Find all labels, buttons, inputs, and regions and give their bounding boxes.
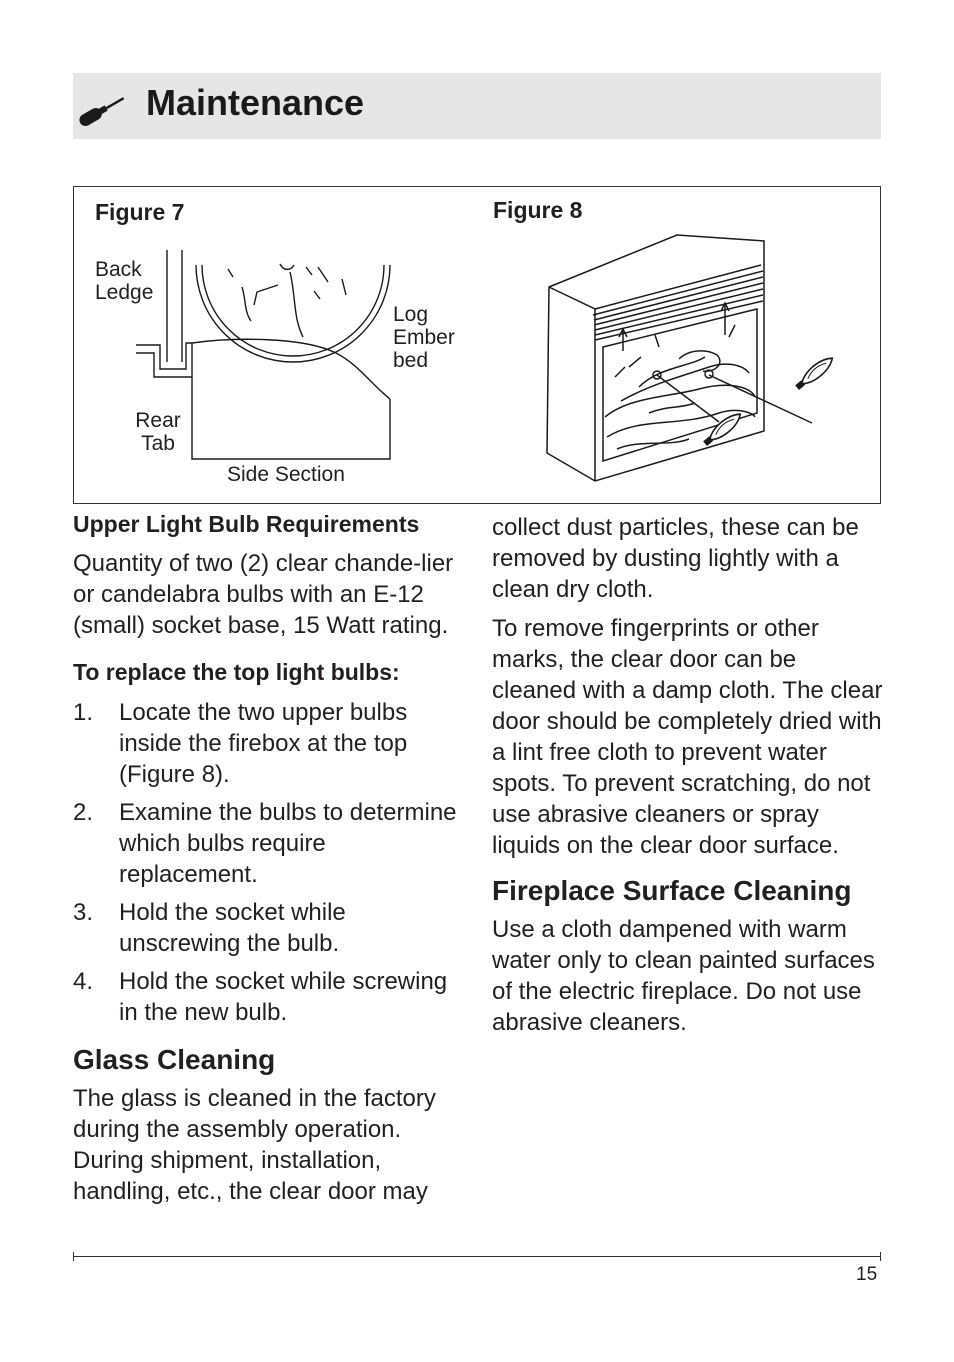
figure-8-fireplace-diagram bbox=[529, 217, 849, 487]
figures-box bbox=[73, 186, 881, 504]
list-item: 4. Hold the socket while screwing in the new bulb. bbox=[73, 968, 448, 1026]
screwdriver-icon bbox=[73, 73, 133, 139]
replace-heading: To replace the top light bulbs: bbox=[73, 659, 400, 685]
figure-7-label: Figure 7 bbox=[95, 199, 185, 225]
upper-bulb-text: Quantity of two (2) clear chande-lier or candelabra bulbs with an E-12 (small) socket base, 15 Watt rating. bbox=[73, 550, 454, 639]
page-title: Maintenance bbox=[146, 82, 365, 123]
surface-cleaning-heading: Fireplace Surface Cleaning bbox=[492, 875, 852, 906]
bulb-icon bbox=[793, 354, 836, 393]
rear-tab-label: Rear Tab bbox=[135, 409, 181, 455]
footer-rule bbox=[73, 1256, 881, 1257]
footer-tick bbox=[880, 1252, 881, 1261]
left-column bbox=[73, 509, 468, 1207]
surface-cleaning-text: Use a cloth dampened with warm water only to clean painted surfaces of the electric fireplace. Do not use abrasive cleaners. bbox=[492, 916, 875, 1036]
side-section-label: Side Section bbox=[227, 463, 345, 486]
log-ember-bed-label: Log Ember bed bbox=[393, 303, 455, 372]
glass-cleaning-heading: Glass Cleaning bbox=[73, 1044, 276, 1075]
figure-8-label: Figure 8 bbox=[493, 197, 583, 223]
right-column bbox=[492, 512, 884, 1038]
list-item: 2. Examine the bulbs to determine which bulbs require replacement. bbox=[73, 799, 457, 888]
upper-bulb-heading: Upper Light Bulb Requirements bbox=[73, 511, 420, 537]
section-header bbox=[73, 73, 881, 139]
glass-cleaning-continued: collect dust particles, these can be removed by dusting lightly with a clean dry cloth. bbox=[492, 514, 859, 603]
footer-tick bbox=[73, 1252, 74, 1261]
back-ledge-label: Back Ledge bbox=[95, 258, 154, 304]
list-item: 3. Hold the socket while unscrewing the bulb. bbox=[73, 899, 346, 957]
list-item: 1. Locate the two upper bulbs inside the firebox at the top (Figure 8). bbox=[73, 699, 408, 788]
fingerprints-text: To remove fingerprints or other marks, the clear door can be cleaned with a damp cloth. The clear door should be completely dried with a lint free cloth to prevent water spots. To prevent scratching, do not use abrasive cleaners or spray liquids on the clear door surface. bbox=[492, 615, 883, 859]
replace-steps-list bbox=[73, 697, 468, 1028]
page-number: 15 bbox=[856, 1264, 878, 1285]
glass-cleaning-text: The glass is cleaned in the factory during the assembly operation. During shipment, installation, handling, etc., the clear door may bbox=[73, 1085, 436, 1205]
